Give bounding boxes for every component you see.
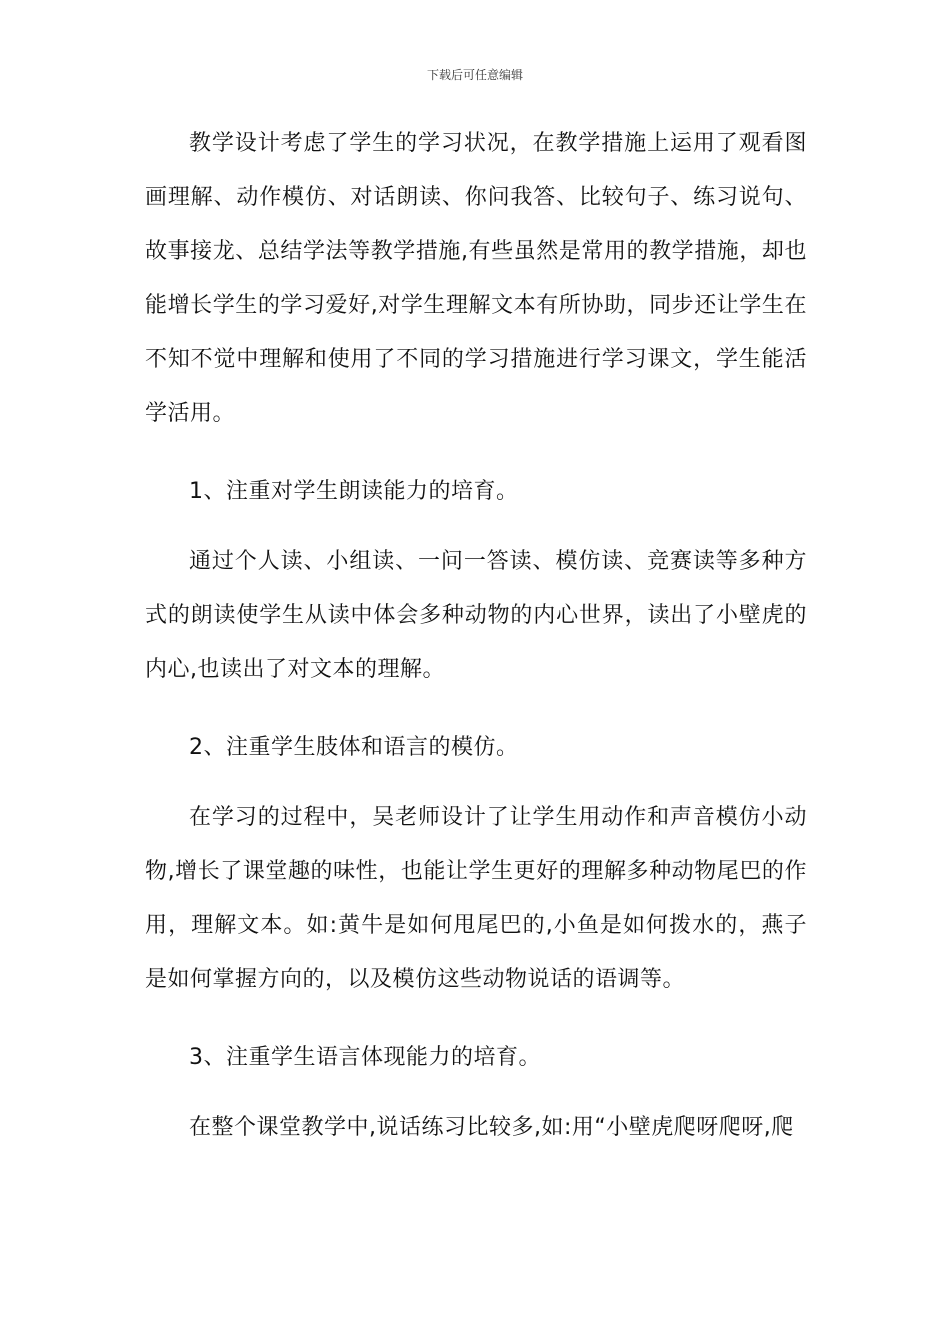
- intro-paragraph: 教学设计考虑了学生的学习状况，在教学措施上运用了观看图画理解、动作模仿、对话朗读、你问我答、比较句子、练习说句、故事接龙、总结学法等教学措施,有些虽然是常用的教学措施，却也能增长学生的学习爱好,对学生理解文本有所协助，同步还让学生在不知不觉中理解和使用了不同的学习措施进行学习课文，学生能活学活用。: [145, 131, 807, 426]
- page-header-note: 下载后可任意编辑: [426, 68, 523, 82]
- section-heading-2: 2、注重学生肢体和语言的模仿。: [189, 735, 519, 760]
- section-heading-1: 1、注重对学生朗读能力的培育。: [189, 479, 519, 504]
- section-heading-3: 3、注重学生语言体现能力的培育。: [189, 1045, 541, 1070]
- section-paragraph-3: 在整个课堂教学中,说话练习比较多,如:用“小壁虎爬呀爬呀,爬: [189, 1115, 794, 1140]
- section-paragraph-1: 通过个人读、小组读、一问一答读、模仿读、竞赛读等多种方式的朗读使学生从读中体会多种动物的内心世界，读出了小壁虎的内心,也读出了对文本的理解。: [145, 549, 807, 682]
- document-body: [145, 117, 807, 1179]
- section-paragraph-2: 在学习的过程中，吴老师设计了让学生用动作和声音模仿小动物,增长了课堂趣的味性，也能让学生更好的理解多种动物尾巴的作用，理解文本。如:黄牛是如何甩尾巴的,小鱼是如何拨水的，燕子是如何掌握方向的，以及模仿这些动物说话的语调等。: [145, 805, 807, 992]
